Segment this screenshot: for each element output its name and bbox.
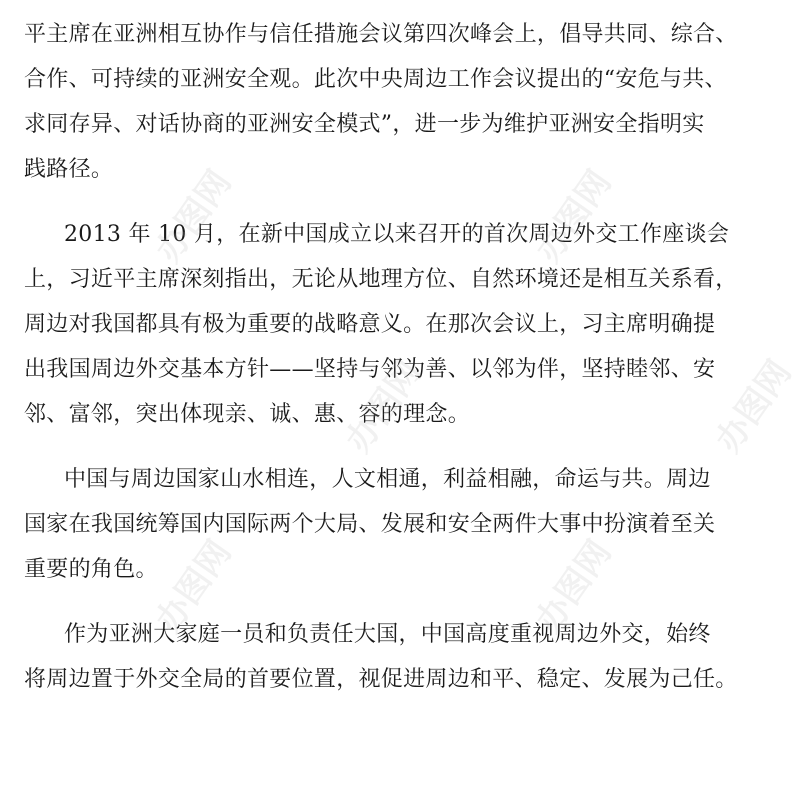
- paragraph-line: 国家在我国统筹国内国际两个大局、发展和安全两件大事中扮演着至关: [24, 512, 716, 537]
- paragraph-line: 2013 年 10 月，在新中国成立以来召开的首次周边外交工作座谈会: [64, 222, 730, 247]
- paragraph-1: [24, 12, 784, 192]
- watermark: 办图网: [708, 353, 800, 460]
- paragraph-line: 将周边置于外交全局的首要位置，视促进周边和平、稳定、发展为己任。: [24, 667, 738, 692]
- paragraph-line: 上，习近平主席深刻指出，无论从地理方位、自然环境还是相互关系看，: [24, 267, 738, 292]
- paragraph-line: 平主席在亚洲相互协作与信任措施会议第四次峰会上，倡导共同、综合、: [24, 22, 738, 47]
- paragraph-line: 邻、富邻，突出体现亲、诚、惠、容的理念。: [24, 402, 471, 427]
- paragraph-3: [24, 457, 784, 592]
- paragraph-line: 重要的角色。: [24, 557, 158, 582]
- watermark: 办图网: [528, 163, 620, 270]
- paragraph-line: 周边对我国都具有极为重要的战略意义。在那次会议上，习主席明确提: [24, 312, 716, 337]
- paragraph-line: 求同存异、对话协商的亚洲安全模式”，进一步为维护亚洲安全指明实: [24, 112, 705, 137]
- watermark: 办图网: [148, 533, 240, 640]
- paragraph-2: [24, 212, 784, 437]
- paragraph-line: 中国与周边国家山水相连，人文相通，利益相融，命运与共。周边: [64, 467, 711, 492]
- watermark: 办图网: [148, 163, 240, 270]
- paragraph-line: 践路径。: [24, 157, 114, 182]
- document-body: [24, 12, 784, 722]
- paragraph-line: 出我国周边外交基本方针——坚持与邻为善、以邻为伴，坚持睦邻、安: [24, 357, 716, 382]
- paragraph-line: 合作、可持续的亚洲安全观。此次中央周边工作会议提出的“安危与共、: [24, 67, 727, 92]
- watermark: 办图网: [338, 353, 430, 460]
- watermark: 办图网: [528, 533, 620, 640]
- paragraph-4: [24, 612, 784, 702]
- paragraph-line: 作为亚洲大家庭一员和负责任大国，中国高度重视周边外交，始终: [64, 622, 711, 647]
